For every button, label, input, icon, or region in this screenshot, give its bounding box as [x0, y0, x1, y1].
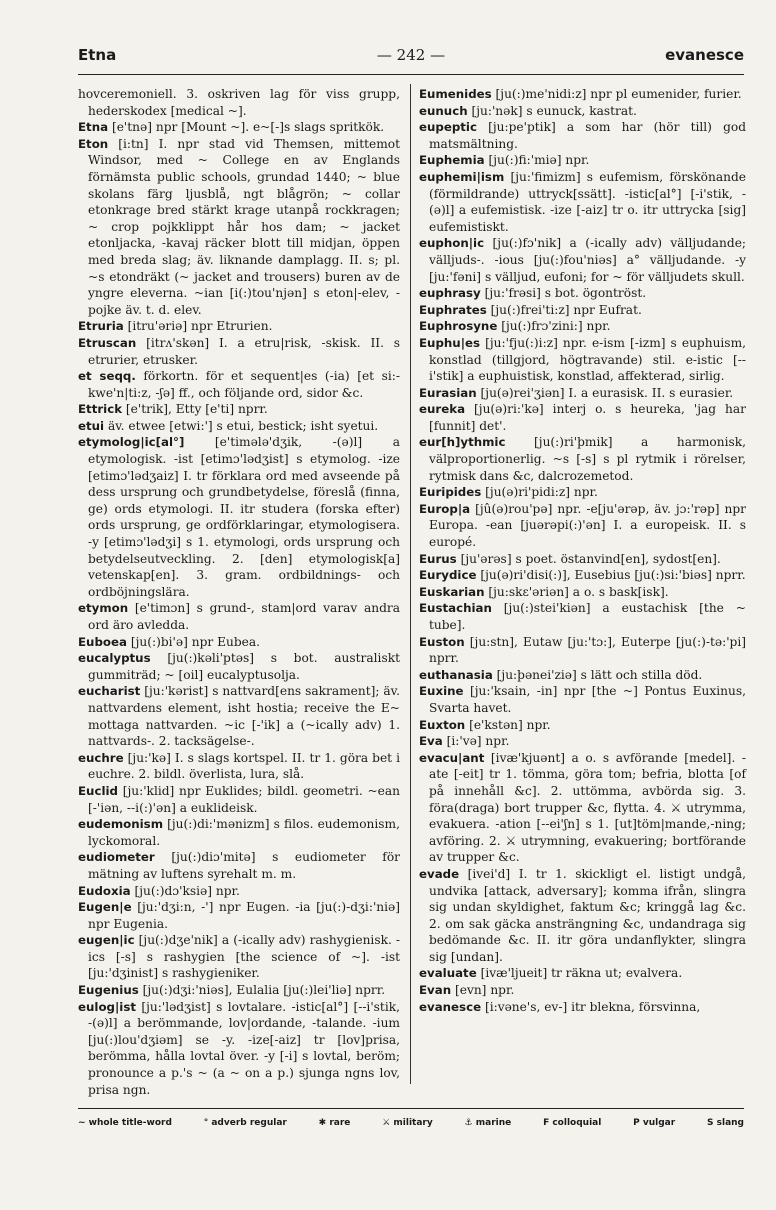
entry-headword: Ettrick	[78, 402, 123, 417]
entry-headword: Europ|a	[419, 501, 471, 516]
dictionary-entry	[78, 119, 400, 136]
legend-symbol: ~	[78, 1118, 86, 1128]
dictionary-entry	[419, 335, 746, 385]
dictionary-entry	[78, 335, 400, 368]
entry-headword: Euphu|es	[419, 335, 481, 350]
entry-headword: Evan	[419, 983, 452, 998]
symbol-legend	[78, 1118, 744, 1128]
entry-definition: [i:tn] I. npr stad vid Themsen, mittemot Windsor, med ~ College en av Englands förnämsta public schools, grundad 1440; ~ blue skolans färg ljusblå, ngt blågrön; ~ collar etonkrage bred stärkt krage utanpå rockkragen; ~ crop pojkklippt hår hos dam; ~ jacket etonljacka, -kavaj räcker blott till midjan, öppen med breda slag; äv. liknande damplagg. II. s; pl. ~s etondräkt (~ jacket and trousers) buren av de yngre eleverna. ~ian [i(:)tou'njən] s eton|-elev, -pojke äv. t. d. elev.	[88, 136, 401, 317]
dictionary-entry	[78, 434, 400, 600]
entry-definition: [ju:'kə] I. s slags kortspel. II. tr 1. göra bet i euchre. 2. bildl. överlista, lura, slå.	[88, 750, 401, 782]
dictionary-entry	[419, 750, 746, 866]
entry-headword: eudiometer	[78, 850, 155, 865]
dictionary-entry	[419, 119, 746, 152]
entry-definition: [evn] npr.	[454, 983, 515, 998]
entry-definition: [e'kstən] npr.	[469, 717, 551, 732]
entry-headword: Euxine	[419, 684, 464, 699]
legend-symbol: ✱	[318, 1118, 327, 1128]
dictionary-entry	[78, 899, 400, 932]
dictionary-entry	[419, 733, 746, 750]
entry-headword: Euboea	[78, 634, 127, 649]
legend-symbol: S	[707, 1118, 714, 1128]
entry-definition: [ivæ'kjuənt] a o. s avförande [medel]. -ate [-eit] tr 1. tömma, göra tom; befria, blotta [of på innehåll &c]. 2. uttömma, avbörda sig. 3. föra(draga) bort trupper &c, flytta. 4. ⚔ utrymma, evakuera. -ation [--ei'ʃn] s 1. [ut]töm|mande,-ning; avföring. 2. ⚔ utrymning, evakuering; bortförande av trupper &c.	[429, 750, 746, 865]
entry-definition: [itrʌ'skən] I. a etru|risk, -skisk. II. s etrurier, etrusker.	[88, 335, 401, 367]
dictionary-entry	[78, 634, 400, 651]
entry-headword: euphon|ic	[419, 236, 485, 251]
header-rule	[78, 74, 744, 75]
entry-definition: [ju:'ksain, -in] npr [the ~] Pontus Euxinus, Svarta havet.	[429, 684, 746, 715]
entry-headword: et seqq.	[78, 369, 136, 384]
legend-item	[707, 1118, 744, 1128]
entry-definition: [ju:'fju(:)i:z] npr. e-ism [-izm] s euphuism, konstlad (tillgjord, högtravande) stil. e-istic [--i'stik] a euphuistisk, konstlad, affekterad, sirlig.	[429, 335, 746, 384]
legend-symbol: ⚔	[382, 1118, 391, 1128]
dictionary-entry	[419, 982, 746, 999]
entry-definition: [ju(:)bi'ə] npr Eubea.	[130, 634, 260, 649]
entry-definition: [ju(:)frɔ'zini:] npr.	[501, 319, 611, 334]
dictionary-entry	[78, 816, 400, 849]
entry-headword: Eva	[419, 734, 443, 749]
entry-headword: Etna	[78, 120, 109, 135]
legend-label: vulgar	[639, 1118, 676, 1128]
dictionary-entry	[419, 683, 746, 716]
dictionary-entry	[78, 982, 400, 999]
entry-definition: [jû(ə)rou'pə] npr. -e[ju'ərəp, äv. jɔ:'rəp] npr Europa. -ean [juərəpi(:)'ən] I. a europeisk. II. s europé.	[429, 501, 746, 550]
legend-item	[633, 1118, 675, 1128]
entry-definition: [ju(ə)rei'ʒiən] I. a eurasisk. II. s eurasier.	[480, 385, 734, 400]
header-right-guide-word: evanesce	[665, 46, 744, 64]
entry-headword: euphrasy	[419, 286, 481, 301]
dictionary-entry	[419, 318, 746, 335]
entry-headword: evanesce	[419, 999, 482, 1014]
dictionary-entry	[419, 965, 746, 982]
entry-headword: eugen|ic	[78, 933, 135, 948]
legend-label: marine	[472, 1118, 512, 1128]
entry-definition: [ju(ə)ri:'kə] interj o. s heureka, 'jag har [funnit] det'.	[429, 402, 746, 433]
entry-definition: [ju:'kərist] s nattvard[ens sakrament]; äv. nattvardens element, isht hostia; receive the E~ mottaga nattvarden. ~ic [-'ik] a (~ically adv) 1. nattvards-. 2. tacksägelse-.	[88, 684, 400, 749]
dictionary-entry	[419, 866, 746, 966]
entry-headword: eucharist	[78, 684, 141, 699]
entry-definition: [ju:'frəsi] s bot. ögontröst.	[484, 286, 647, 301]
entry-headword: etymolog|ic[al°]	[78, 435, 185, 450]
entry-definition: [ju:pe'ptik] a som har (hör till) god matsmältning.	[429, 120, 747, 151]
dictionary-entry	[419, 717, 746, 734]
entry-definition: [ju(ə)ri'pidi:z] npr.	[485, 485, 598, 500]
dictionary-entry	[419, 999, 746, 1016]
entry-definition: [ju(:)stei'kiən] a eustachisk [the ~ tube].	[429, 601, 746, 632]
dictionary-entry	[419, 567, 746, 584]
legend-label: whole title-word	[85, 1118, 172, 1128]
legend-symbol: °	[203, 1118, 209, 1128]
entry-definition: [ju:'fimizm] s eufemism, förskönande (förmildrande) uttryck[ssätt]. -istic[al°] [-i'stik, -(ə)l] a eufemistisk. -ize [-aiz] tr o. itr uttrycka [sig] eufemistiskt.	[429, 169, 747, 234]
entry-headword: eulog|ist	[78, 999, 137, 1014]
page-header	[78, 46, 744, 70]
entry-headword: etui	[78, 418, 105, 433]
legend-symbol: ⚓	[464, 1118, 473, 1128]
entry-headword: Eudoxia	[78, 883, 131, 898]
legend-item	[465, 1118, 512, 1128]
entry-headword: Eurydice	[419, 568, 477, 583]
entry-definition: [e'timələ'dʒik, -(ə)l] a etymologisk. -ist [etimɔ'lədʒist] s etymolog. -ize [etimɔ'lədʒaiz] I. tr förklara ord med avseende på dess ursprung och grundbetydelse, föreslå (finna, ge) ords etymologi. II. itr studera (forska efter) ords ursprung, ge ordförklaringar, etymologisera. -y [etimɔ'lədʒi] s 1. etymologi, ords ursprung och betydelseutveckling. 2. [den] etymologisk[a] vetenskap[en]. 3. gram. ordbildnings- och ordböjningslära.	[88, 435, 400, 599]
entry-headword: Euxton	[419, 717, 466, 732]
right-column	[419, 86, 746, 1015]
dictionary-entry	[419, 600, 746, 633]
entry-headword: Eustachian	[419, 601, 492, 616]
entry-definition: [e'timɔn] s grund-, stam|ord varav andra ord äro avledda.	[88, 601, 400, 632]
legend-item	[204, 1118, 287, 1128]
entry-headword: Eurasian	[419, 385, 477, 400]
legend-label: colloquial	[549, 1118, 602, 1128]
entry-headword: Euphrates	[419, 302, 487, 317]
dictionary-entry	[78, 368, 400, 401]
dictionary-entry	[78, 750, 400, 783]
entry-headword: evacu|ant	[419, 750, 485, 765]
entry-headword: Euskarian	[419, 584, 485, 599]
legend-label: adverb regular	[208, 1118, 287, 1128]
entry-definition: [ju:þənei'ziə] s lätt och stilla död.	[496, 667, 703, 682]
dictionary-entry	[78, 86, 400, 119]
entry-definition: [ju:'dʒi:n, -'] npr Eugen. -ia [ju(:)-dʒi:'niə] npr Eugenia.	[88, 900, 401, 931]
legend-label: slang	[713, 1118, 744, 1128]
dictionary-entry	[419, 103, 746, 120]
dictionary-entry	[78, 783, 400, 816]
entry-definition: [ju(:)frei'ti:z] npr Eufrat.	[490, 302, 642, 317]
entry-headword: evade	[419, 866, 460, 881]
entry-definition: [ju(:)dʒe'nik] a (-ically adv) rashygienisk. -ics [-s] s rashygien [the science of ~]. -ist [ju:'dʒinist] s rashygieniker.	[88, 933, 401, 981]
entry-definition: [ju(:)di:'mənizm] s filos. eudemonism, lyckomoral.	[88, 817, 400, 848]
legend-symbol: P	[633, 1118, 640, 1128]
dictionary-entry	[419, 385, 746, 402]
dictionary-entry	[78, 136, 400, 319]
entry-headword: Etruria	[78, 319, 124, 334]
entry-headword: Eurus	[419, 551, 457, 566]
dictionary-entry	[419, 401, 746, 434]
dictionary-entry	[419, 302, 746, 319]
entry-headword: euthanasia	[419, 667, 493, 682]
dictionary-entry	[419, 235, 746, 285]
legend-item	[543, 1118, 601, 1128]
entry-definition: [ju:'lədʒist] s lovtalare. -istic[al°] [--i'stik, -(ə)l] a berömmande, lov|ordande, -talande. -ium [ju(:)lou'dʒiəm] se -y. -ize[-aiz] tr [lov]prisa, berömma, hålla lovtal över. -y [-i] s lovtal, beröm; pronounce a p.'s ~ (a ~ on a p.) sjunga ngns lov, prisa ngn.	[88, 999, 400, 1097]
dictionary-entry	[419, 285, 746, 302]
legend-symbol: F	[543, 1118, 550, 1128]
header-left-guide-word: Etna	[78, 46, 117, 64]
entry-definition: [itru'əriə] npr Etrurien.	[127, 319, 273, 334]
page-number: — 242 —	[376, 46, 446, 64]
entry-definition: [ju:stn], Eutaw [ju:'tɔ:], Euterpe [ju(:)-tə:'pi] nprr.	[429, 634, 746, 666]
dictionary-entry	[78, 650, 400, 683]
entry-headword: eudemonism	[78, 817, 163, 832]
dictionary-entry	[78, 999, 400, 1099]
entry-definition: [ju(:)fɔ'nik] a (-ically adv) välljudande; välljuds-. -ious [ju(:)fou'niəs] a° välljudande. -y [ju:'fəni] s välljud, eufoni; for ~ för välljudets skull.	[429, 236, 747, 284]
dictionary-entry	[78, 932, 400, 982]
entry-definition: förkortn. för et sequent|es (-ia) [et si:-kwe'n|ti:z, -ʃə] ff., och följande ord, sidor &c.	[88, 369, 401, 400]
entry-headword: Euphrosyne	[419, 319, 498, 334]
entry-definition: [ivæ'ljueit] tr räkna ut; evalvera.	[480, 966, 683, 981]
entry-definition: [ju(:)dʒi:'niəs], Eulalia [ju(:)lei'liə] nprr.	[142, 983, 386, 998]
entry-definition: [ju:'nək] s eunuck, kastrat.	[471, 103, 637, 118]
entry-headword: Euphemia	[419, 153, 485, 168]
entry-headword: eur[h]ythmic	[419, 435, 506, 450]
dictionary-entry	[78, 849, 400, 882]
dictionary-entry	[419, 667, 746, 684]
dictionary-entry	[78, 883, 400, 900]
entry-headword: euchre	[78, 750, 124, 765]
entry-headword: etymon	[78, 601, 129, 616]
dictionary-entry	[419, 484, 746, 501]
entry-headword: eupeptic	[419, 120, 477, 135]
dictionary-entry	[419, 551, 746, 568]
entry-definition: hovceremoniell. 3. oskriven lag för viss grupp, hederskodex [medical ~].	[78, 87, 400, 118]
dictionary-entry	[78, 401, 400, 418]
legend-item	[382, 1118, 433, 1128]
legend-label: rare	[326, 1118, 351, 1128]
dictionary-entry	[78, 418, 400, 435]
entry-definition: [e'trik], Etty [e'ti] nprr.	[125, 402, 268, 417]
entry-definition: [ju:skɛ'əriən] a o. s bask[isk].	[488, 584, 669, 599]
entry-definition: [ju(:)kəli'ptəs] s bot. australiskt gummiträd; ~ [oil] eucalyptusolja.	[88, 651, 400, 682]
entry-definition: [ju(:)ri'þmik] a harmonisk, välproportionerlig. ~s [-s] s pl rytmik i rörelser, rytmisk dans &c, dalcrozemetod.	[429, 435, 746, 483]
footer-rule	[78, 1108, 744, 1109]
dictionary-entry	[419, 501, 746, 551]
dictionary-entry	[419, 434, 746, 484]
entry-definition: [ju(:)me'nidi:z] npr pl eumenider, furier.	[495, 87, 742, 101]
dictionary-entry	[419, 634, 746, 667]
dictionary-entry	[78, 318, 400, 335]
dictionary-entry	[78, 683, 400, 749]
legend-label: military	[390, 1118, 433, 1128]
dictionary-entry	[419, 152, 746, 169]
dictionary-entry	[419, 86, 746, 103]
entry-definition: [ju(:)diɔ'mitə] s eudiometer för mätning av luftens syrehalt m. m.	[88, 850, 400, 881]
entry-headword: Eugen|e	[78, 900, 132, 915]
entry-definition: äv. etwee [etwi:'] s etui, bestick; isht syetui.	[107, 418, 379, 433]
entry-headword: Eugenius	[78, 983, 139, 998]
entry-headword: eucalyptus	[78, 651, 151, 666]
dictionary-entry	[419, 584, 746, 601]
entry-definition: [ju(ə)ri'disi(:)], Eusebius [ju(:)si:'biəs] nprr.	[480, 568, 746, 583]
entry-headword: euphemi|ism	[419, 169, 505, 184]
dictionary-entry	[419, 169, 746, 235]
entry-headword: Euripides	[419, 485, 482, 500]
entry-headword: Euclid	[78, 783, 118, 798]
entry-headword: Eumenides	[419, 87, 492, 101]
entry-headword: eureka	[419, 402, 466, 417]
entry-headword: Euston	[419, 634, 465, 649]
entry-headword: evaluate	[419, 966, 477, 981]
legend-item	[78, 1118, 172, 1128]
dictionary-entry	[78, 600, 400, 633]
entry-headword: Etruscan	[78, 335, 137, 350]
entry-definition: [ju(:)dɔ'ksiə] npr.	[134, 883, 240, 898]
entry-headword: eunuch	[419, 103, 468, 118]
entry-definition: [ju(:)fi:'miə] npr.	[488, 153, 590, 168]
entry-definition: [ivei'd] I. tr 1. skickligt el. listigt undgå, undvika [attack, adversary]; komma ifrån, slingra sig undan skyldighet, faktum &c; kringgå lag &c. 2. om sak gäcka ansträngning &c, undandraga sig bedömande &c. II. itr göra undanflykter, slingra sig [undan].	[429, 866, 746, 964]
entry-headword: Eton	[78, 136, 109, 151]
entry-definition: [e'tnə] npr [Mount ~]. e~[-]s slags spritkök.	[111, 120, 385, 135]
legend-item	[319, 1118, 351, 1128]
entry-definition: [i:vəne's, ev-] itr blekna, försvinna,	[484, 999, 701, 1014]
entry-definition: [ju:'klid] npr Euklides; bildl. geometri. ~ean [-'iən, --i(:)'ən] a euklideisk.	[88, 783, 401, 815]
column-separator	[410, 84, 411, 1084]
entry-definition: [ju'ərəs] s poet. östanvind[en], sydost[en].	[460, 551, 721, 566]
entry-definition: [i:'və] npr.	[446, 734, 510, 749]
left-column	[78, 86, 400, 1098]
